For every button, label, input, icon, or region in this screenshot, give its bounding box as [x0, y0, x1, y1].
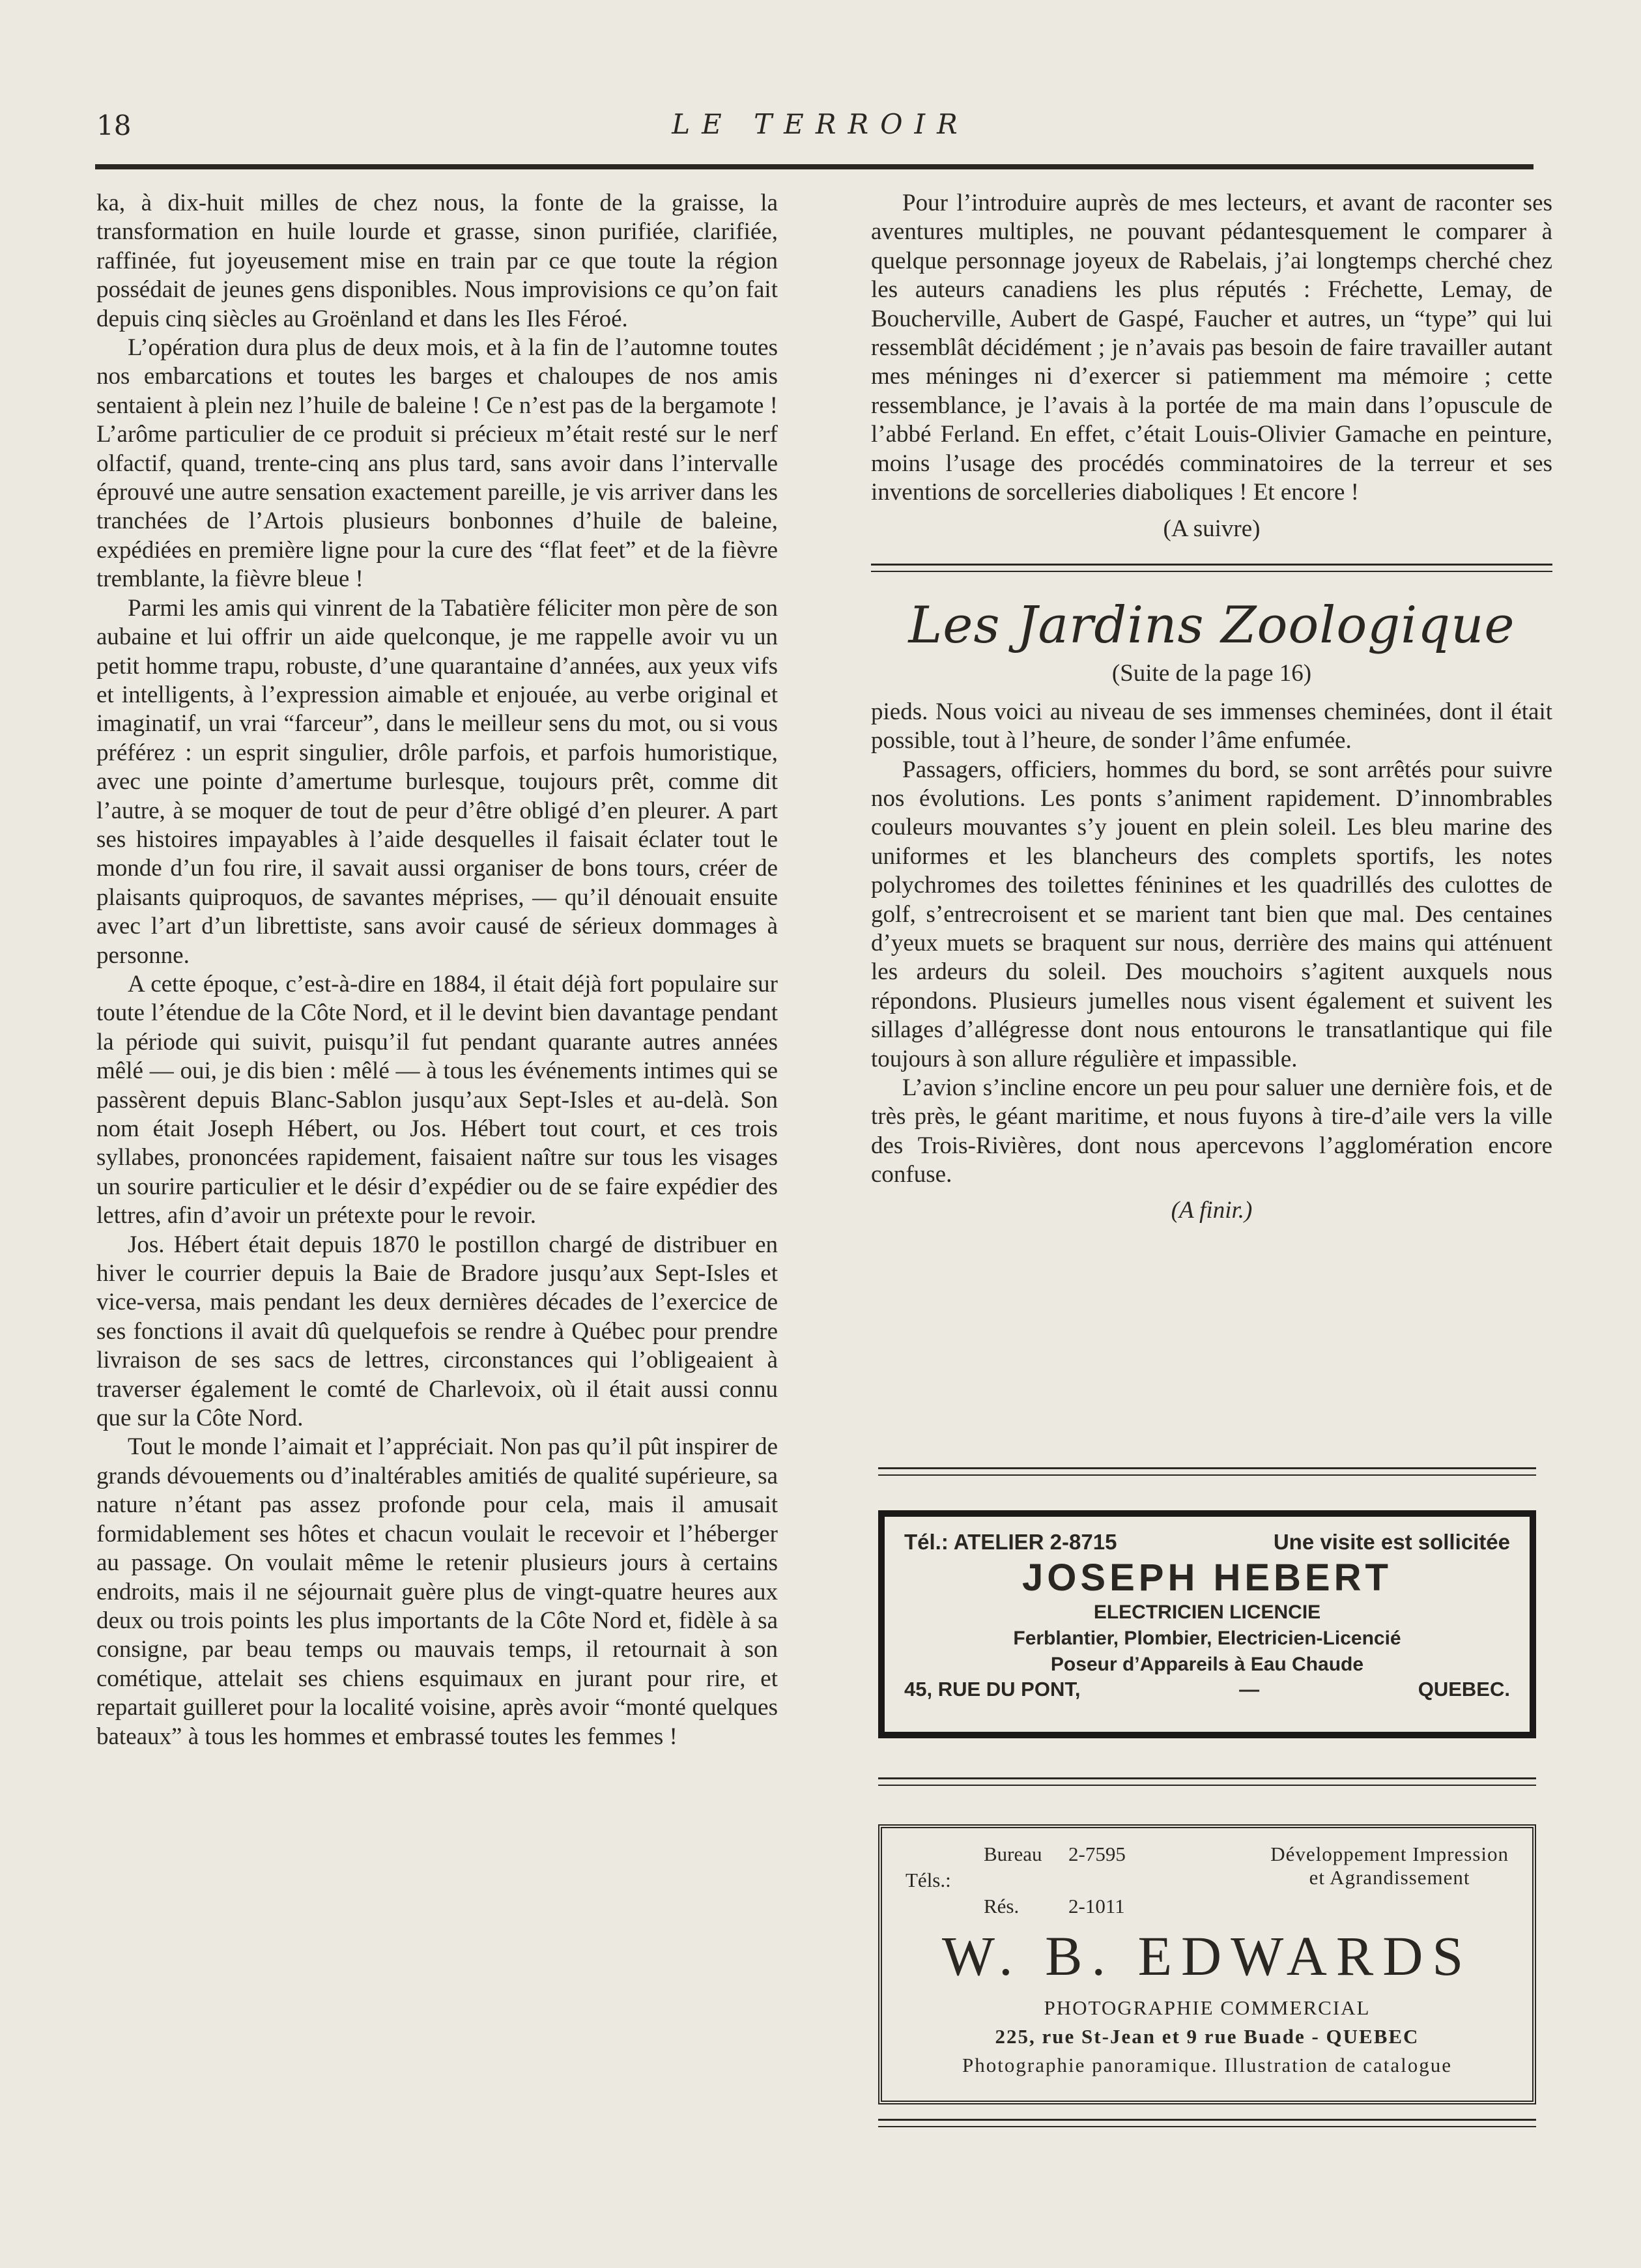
- header-rule: [95, 164, 1534, 169]
- ad-line: ELECTRICIEN LICENCIE: [1093, 1601, 1321, 1623]
- ad-tels-label: Téls.:: [906, 1869, 951, 1891]
- paragraph: pieds. Nous voici au niveau de ses immenses cheminées, dont il était possible, tout à l’heure, de sonder l’âme enfumée.: [871, 698, 1552, 754]
- ad-line: PHOTOGRAPHIE COMMERCIAL: [1044, 1996, 1371, 2019]
- paragraph: Jos. Hébert était depuis 1870 le postillon chargé de distribuer en hiver le courrier depuis la Baie de Bradore jusqu’aux Sept-Isles et vice-versa, mais pendant les deux dernières décades de l’exercice de ses fonctions il avait dû quelquefois se rendre à Québec pour prendre livraison de ses sacs de lettres, circonstances qui l’obligeaient à traverser également le comté de Charlevoix, où il était aussi connu que sur la Côte Nord.: [96, 1231, 778, 1432]
- article-subtitle: (Suite de la page 16): [1111, 660, 1312, 687]
- ad-address: 45, RUE DU PONT,: [904, 1678, 1081, 1701]
- ad-dash: —: [1239, 1678, 1260, 1701]
- to-be-continued: (A suivre): [1163, 515, 1261, 543]
- ad-line: Ferblantier, Plombier, Electricien-Licencié: [1013, 1628, 1401, 1649]
- ad-city: QUEBEC.: [1418, 1678, 1510, 1701]
- ad-divider: [878, 1467, 1536, 1476]
- paragraph: Parmi les amis qui vinrent de la Tabatière féliciter mon père de son aubaine et lui offrir un aide quelconque, je me rappelle avoir vu un petit homme trapu, robuste, d’une quarantaine d’années, aux yeux vifs et intelligents, à l’expression aimable et enjouée, au verbe original et imaginatif, un vrai “farceur”, dans le meilleur sens du mot, ou si vous préférez : un esprit singulier, drôle parfois, et parfois humoristique, avec une pointe d’amertume burlesque, toujours prêt, comme dit l’autre, à se moquer de tout de peur d’être obligé d’en pleurer. A part ses histoires impayables à l’aide desquelles il faisait éclater tout le monde d’un fou rire, il savait aussi organiser de bons tours, créer de plaisants quiproquos, de savantes méprises, — qu’il dénouait ensuite avec l’art d’un librettiste, sans avoir causé de sérieux dommages à personne.: [96, 594, 778, 969]
- ad-res-label: Rés.: [984, 1895, 1020, 1917]
- ad-phone: Tél.: ATELIER 2-8715: [904, 1530, 1117, 1554]
- edwards-advertisement: [878, 1824, 1536, 2104]
- paragraph: Tout le monde l’aimait et l’appréciait. Non pas qu’il pût inspirer de grands dévouements ou d’inaltérables amitiés de qualité supérieure, sa nature n’étant pas assez profonde pour cela, mais il amusait formidablement ses hôtes et chacun voulait le recevoir et l’héberger au passage. On voulait même le retenir plusieurs jours à certains endroits, mais il ne séjournait guère plus de vingt-quatre heures aux deux ou trois points les plus importants de la Côte Nord et, fidèle à sa consigne, par beau temps ou mauvais temps, il retournait à son cométique, attelait ses chiens esquimaux en jurant pour rire, et repartait guilleret pour la localité voisine, après avoir “monté quelques bateaux” à tous les hommes et embrassé toutes les femmes !: [96, 1433, 778, 1750]
- ad-bureau-number: 2-7595: [1068, 1843, 1126, 1865]
- ad-line: Poseur d’Appareils à Eau Chaude: [1050, 1654, 1364, 1675]
- paragraph: L’opération dura plus de deux mois, et à la fin de l’automne toutes nos embarcations et toutes les barges et chaloupes de nos amis sentaient à plein nez l’huile de baleine ! Ce n’est pas de la bergamote ! L’arôme particulier de ce produit si précieux m’était resté sur le nerf olfactif, quand, trente-cinq ans plus tard, sans avoir dans l’intervalle éprouvé une autre sensation exactement pareille, je vis arriver dans les tranchées de l’Artois plusieurs bonbonnes d’huile de baleine, expédiées en première ligne pour la cure des “flat feet” et de la fièvre tremblante, la fièvre bleue !: [96, 334, 778, 593]
- section-divider: [871, 564, 1552, 572]
- paragraph: ka, à dix-huit milles de chez nous, la fonte de la graisse, la transformation en huile lourde et grasse, sinon purifiée, clarifiée, raffinée, fut joyeusement mise en train par ce que toute la région possédait de jeunes gens disponibles. Nous improvisions ce qu’on fait depuis cinq siècles au Groënland et dans les Iles Féroé.: [96, 190, 778, 332]
- ad-address: 225, rue St-Jean et 9 rue Buade - QUEBEC: [995, 2025, 1420, 2048]
- ad-service: et Agrandissement: [1309, 1866, 1470, 1889]
- running-head: LE TERROIR: [672, 108, 969, 140]
- paragraph: A cette époque, c’est-à-dire en 1884, il était déjà fort populaire sur toute l’étendue de la Côte Nord, et il le devint bien davantage pendant la période qui suivit, puisqu’il fut pendant quarante autres années mêlé — oui, je dis bien : mêlé — à tous les événements intimes qui se passèrent depuis Blanc-Sablon jusqu’aux Sept-Isles et au-delà. Son nom était Joseph Hébert, ou Jos. Hébert tout court, et ces trois syllabes, prononcées rapidement, faisaient naître sur tous les visages un sourire particulier et le désir d’expédier ou de se faire expédier des lettres, afin d’avoir un prétexte pour le revoir.: [96, 970, 778, 1229]
- left-column: [96, 189, 778, 1751]
- ad-business-name: JOSEPH HEBERT: [1022, 1557, 1392, 1599]
- right-column: [871, 189, 1552, 1225]
- paragraph: Pour l’introduire auprès de mes lecteurs, et avant de raconter ses aventures multiples, ne pouvant pédantesquement le comparer à quelque personnage joyeux de Rabelais, j’ai longtemps cherché chez les auteurs canadiens les plus réputés : Fréchette, Lemay, de Boucherville, Aubert de Gaspé, Faucher et autres, un “type” qui lui ressemblât décidément ; je n’avais pas besoin de faire travailler autant mes méninges ni d’exercer si patiemment ma mémoire ; cette ressemblance, je l’avais à la portée de ma main dans l’opuscule de l’abbé Ferland. En effet, c’était Louis-Olivier Gamache en peinture, moins l’usage des procédés comminatoires de la terreur et ses inventions de sorcelleries diaboliques ! Et encore !: [871, 190, 1552, 506]
- to-be-finished: (A finir.): [1171, 1196, 1253, 1224]
- bottom-rule: [878, 2119, 1536, 2127]
- hebert-advertisement: [878, 1510, 1536, 1738]
- article-title: Les Jardins Zoologique: [908, 596, 1515, 655]
- ad-line: Photographie panoramique. Illustration de catalogue: [962, 2054, 1452, 2076]
- paragraph: L’avion s’incline encore un peu pour saluer une dernière fois, et de très près, le géant maritime, et nous fuyons à tire-d’aile vers la ville des Trois-Rivières, dont nous apercevons l’agglomération encore confuse.: [871, 1074, 1552, 1188]
- page-number: 18: [96, 109, 132, 141]
- ad-divider: [878, 1777, 1536, 1786]
- ad-tagline: Une visite est sollicitée: [1273, 1530, 1510, 1554]
- ad-business-name: W. B. EDWARDS: [941, 1925, 1473, 1987]
- ad-bureau-label: Bureau: [984, 1843, 1042, 1865]
- ad-res-number: 2-1011: [1068, 1895, 1125, 1917]
- ad-service: Développement Impression: [1270, 1843, 1509, 1865]
- paragraph: Passagers, officiers, hommes du bord, se sont arrêtés pour suivre nos évolutions. Les ponts s’animent rapidement. D’innombrables couleurs mouvantes s’y jouent en plein soleil. Les bleu marine des uniformes et les blancheurs des complets sportifs, les notes polychromes des toilettes féninines et les quadrillés des culottes de golf, s’entrecroisent et se marient tant bien que mal. Des centaines d’yeux muets se braquent sur nous, derrière des mains qui atténuent les ardeurs du soleil. Des mouchoirs s’agitent auxquels nous répondons. Plusieurs jumelles nous visent également et suivent les sillages d’allégresse dont nous entourons le transatlantique qui file toujours à son allure régulière et impassible.: [871, 756, 1552, 1072]
